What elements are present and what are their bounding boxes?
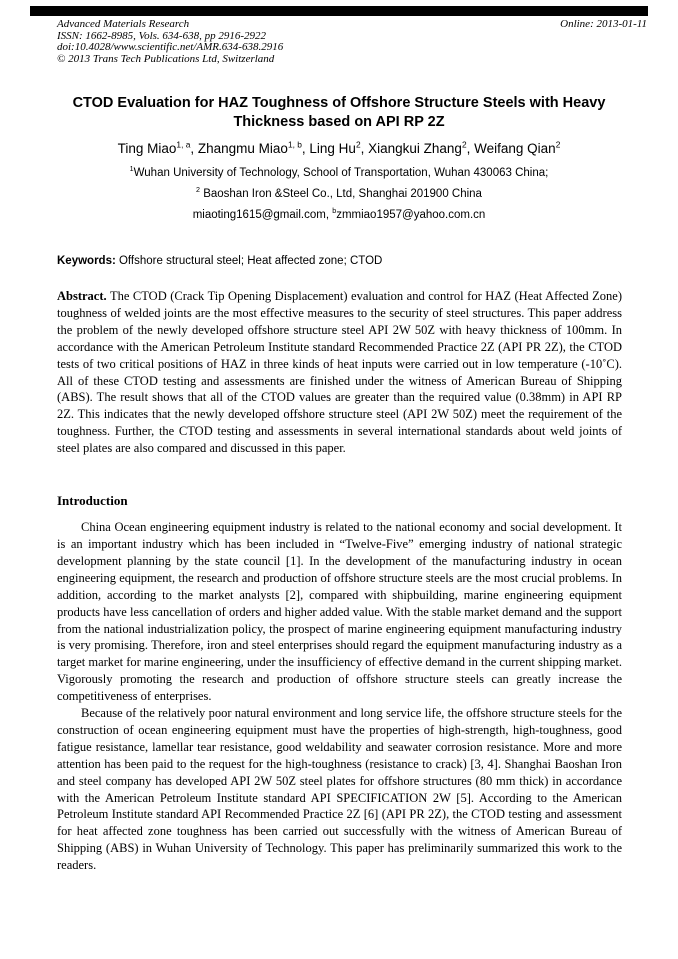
- paper-title: CTOD Evaluation for HAZ Toughness of Offshore Structure Steels with Heavy Thickness based on API RP 2Z: [72, 95, 606, 130]
- author-line: [0, 140, 678, 157]
- author-superscript: 1, b: [287, 139, 302, 150]
- affiliation-superscript: 1: [129, 165, 134, 174]
- section-heading-introduction: Introduction: [57, 493, 128, 509]
- affiliation-superscript: 2: [196, 186, 200, 195]
- author-name: Xiangkui Zhang: [368, 141, 462, 156]
- keywords-text: Offshore structural steel; Heat affected zone; CTOD: [115, 255, 383, 267]
- author-name: Ting Miao: [117, 141, 177, 156]
- online-date: Online: 2013-01-11: [560, 18, 647, 30]
- introduction-paragraph-2: Because of the relatively poor natural environment and long service life, the offshore structure steels for the construction of ocean engineering equipment must have the properties of high-strength, high-toughness, good fatigue resistance, lamellar tear resistance, good weldability and seawater corrosion resistance. More and more attention has been paid to the request for the high-toughness (resistance to crack) [3, 4]. Shanghai Baoshan Iron and steel company has developed API 2W 50Z steel plates for offshore structures (80 mm thick) in accordance with the American Petroleum Institute standard API SPECIFICATION 2W [5]. According to the American Petroleum Institute standard API Recommended Practice 2Z [6] (API PR 2Z), the CTOD testing and assessment for heat affected zone toughness has been carried out successfully with the witness of American Bureau of Shipping (ABS) in Wuhan University of Technology. This paper has preliminarily summarized this work to the readers.: [57, 706, 622, 873]
- journal-issn-vols-pages: ISSN: 1662-8985, Vols. 634-638, pp 2916-2922: [57, 29, 266, 42]
- email-line: [0, 208, 678, 222]
- author-name: Ling Hu: [309, 141, 356, 156]
- author-name: Zhangmu Miao: [197, 141, 288, 156]
- email-address: miaoting1615@gmail.com,: [192, 209, 333, 221]
- journal-info: [57, 19, 283, 65]
- abstract-text: The CTOD (Crack Tip Opening Displacement) evaluation and control for HAZ (Heat Affected Zone) toughness of welded joints are the most effective measures to the security of steel structures. This paper address the problem of the newly developed offshore structure steel API 2W 50Z with heavy thickness of 100mm. In accordance with the American Petroleum Institute standard Recommended Practice 2Z (API PR 2Z), the CTOD tests of two critical positions of HAZ in three kinds of heat inputs were carried out in low temperature (-10˚C). All of these CTOD testing and assessments are finished under the witness of American Bureau of Shipping (ABS). The result shows that all of the CTOD values are greater than the required value (0.38mm) in API RP 2Z. This indicates that the newly developed offshore structure steel (API 2W 50Z) meet the requirement of the toughness. Further, the CTOD testing and assessments in several international standards about weld joints of steel plates are also compared and discussed in this paper.: [57, 289, 622, 456]
- journal-name: Advanced Materials Research: [57, 18, 190, 30]
- affiliation-text: Baoshan Iron &Steel Co., Ltd, Shanghai 201900 China: [200, 188, 482, 200]
- author-superscript: 1, a: [176, 139, 191, 150]
- journal-copyright: © 2013 Trans Tech Publications Ltd, Switzerland: [57, 52, 275, 65]
- keywords-label: Keywords:: [57, 255, 116, 267]
- author-separator: ,: [301, 141, 310, 156]
- affiliation-line: [0, 166, 678, 180]
- author-name: Weifang Qian: [474, 141, 556, 156]
- abstract-paragraph: [57, 288, 622, 457]
- author-superscript: 2: [355, 139, 361, 150]
- author-superscript: 2: [461, 139, 467, 150]
- author-separator: ,: [190, 141, 198, 156]
- author-separator: ,: [466, 141, 475, 156]
- abstract-label: Abstract.: [57, 289, 107, 303]
- email-superscript: b: [332, 207, 337, 216]
- email-address: zmmiao1957@yahoo.com.cn: [336, 209, 486, 221]
- affiliation-line: [0, 187, 678, 201]
- journal-header: [57, 19, 647, 65]
- affiliation-text: Wuhan University of Technology, School of Transportation, Wuhan 430063 China;: [133, 167, 549, 179]
- journal-doi: doi:10.4028/www.scientific.net/AMR.634-638.2916: [57, 41, 284, 53]
- affiliations: [0, 166, 678, 222]
- author-superscript: 2: [555, 139, 561, 150]
- author-separator: ,: [360, 141, 369, 156]
- keywords-line: [57, 254, 622, 269]
- header-bar: [30, 6, 648, 16]
- introduction-paragraph-1: China Ocean engineering equipment industry is related to the national economy and social development. It is an important industry which has been included in “Twelve-Five” emerging industry of national strategic development planning by the state council [1]. In the development of the manufacturing industry in ocean engineering equipment, the research and production of offshore structure steels are the most crucial problems. In addition, according to the market analysts [2], compared with shipbuilding, marine engineering equipment products have less cancellation of orders and higher added value. With the stable market demand and the support from the national industrialization policy, the prospect of marine engineering equipment manufacturing industry is very promising. Therefore, iron and steel enterprises should regard the equipment manufacturing industry as a target market for marine engineering, under the insufficiency of effective demand in the current shipping market. Vigorously promoting the research and production of offshore structure steels can greatly increase the competitiveness of enterprises.: [57, 520, 622, 704]
